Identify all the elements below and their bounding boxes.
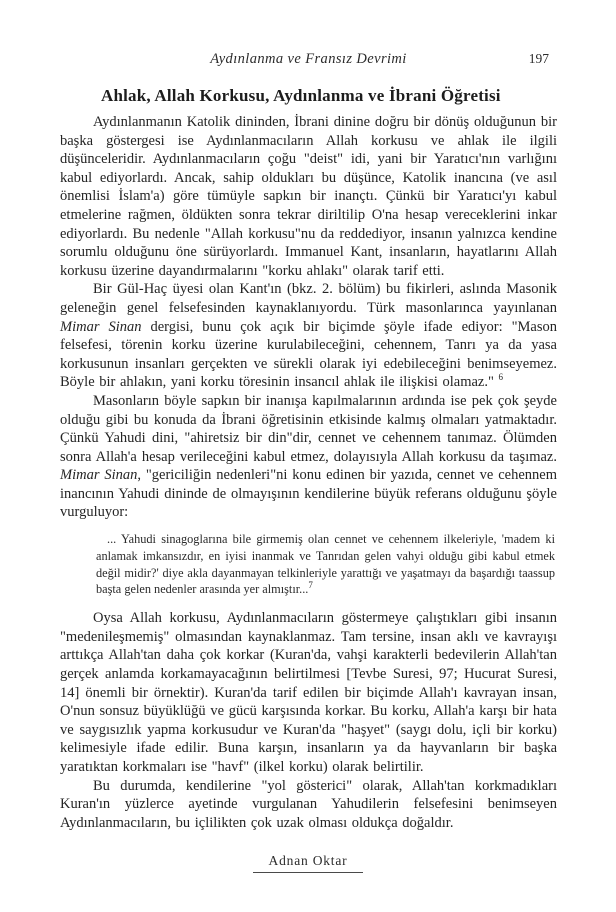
section-title: Ahlak, Allah Korkusu, Aydınlanma ve İbrani Öğretisi — [101, 86, 501, 105]
body-paragraph: Bu durumda, kendilerine "yol gösterici" olarak, Allah'tan korkmadıkları Kuran'ın yüzlerce ayetinde vurgulanan Yahudilerin felsefesini benimseyen Aydınlanmacıların, bu içlilikten çok uzak olması oldukça doğaldır. — [60, 777, 557, 831]
body-paragraph: Masonların böyle sapkın bir inanışa kapılmalarının ardında ise pek çok şeyde olduğu gibi bu konuda da İbrani öğretisinin etkisinde kalmış olmaları yatmaktadır. Çünkü Yahudi dini, "ahiretsiz bir din"dir, cennet ve cehennem tanımaz. Ölümden sonra Allah'a hesap verileceğini kabul etmez, dolayısıyla Allah korkusu da taşımaz. Mimar Sinan, "gericiliğin nedenleri"ni konu edinen bir yazıda, cennet ve cehennem inancının Yahudi dininde de olmayışının kendilerine büyük referans olduğunu şöyle vurguluyor: — [60, 392, 557, 521]
page-content — [60, 86, 557, 832]
body-paragraph: Bir Gül-Haç üyesi olan Kant'ın (bkz. 2. bölüm) bu fikirleri, aslında Masonik geleneğin genel felsefesinden kaynaklanıyordu. Türk masonlarınca yayınlanan Mimar Sinan dergisi, bunu çok açık bir biçimde şöyle ifade ediyor: "Mason felsefesi, törenin korku üzerine kurulabileceğini, cehennem, Tanrı ya da yasa korkusunun insanları gerçekten ve sürekli olarak iyi edebileceğini benimseyemez. Böyle bir ahlakın, yani korku töresinin insancıl ahlak ile ilişkisi olamaz." $^6$ — [60, 281, 558, 391]
running-header — [60, 50, 557, 68]
running-title: Aydınlanma ve Fransız Devrimi — [210, 51, 407, 67]
body-paragraph: Aydınlanmanın Katolik dininden, İbrani dinine doğru bir dönüş olduğunun bir başka göstergesi ise Aydınlanmacıların Allah korkusu ve ahlak ile ilgili düşünceleridir. Aydınlanmacıların çoğu "deist" idi, yani bir Yaratıcı'nın varlığını kabul ediyorlardı. Ancak, sahip oldukları bu düşünce, Katolik inancına (ve asıl önemlisi İslam'a) göre tümüyle sapkın bir inançtı. Çünkü bir Yaratıcı'yı kabul etmelerine rağmen, öldükten sonra tekrar diriltilip O'na hesap vereceklerini inkar ediyorlardı. Bu nedenle "Allah korkusu"nu da reddediyor, insanın yalnızca kendine sorumlu olduğunu öne sürüyorlardı. Immanuel Kant, insanların, hayatlarını Allah korkusu üzerine dayandırmalarını "korku ahlakı" olarak tarif etti. — [60, 114, 557, 279]
body-paragraph: Oysa Allah korkusu, Aydınlanmacıların göstermeye çalıştıkları gibi insanın "medenileşmemiş" olmasından kaynaklanmaz. Tam tersine, insan aklı ve kavrayışı arttıkça Allah'tan daha çok korkar (Kuran'da, vahşi karakterli bedevilerin Allah'tan gerçek anlamda korkamayacağının belirtilmesi [Tevbe Suresi, 97; Hucurat Suresi, 14] önemli bir örnektir). Kuran'da tarif edilen bir biçimde Allah'ı kavrayan insan, O'nun sonsuz büyüklüğü ve gücü karşısında korkar. Bu korku, Allah'a karşı bir hata ve saygısızlık yapma korkusudur ve Kuran'da "haşyet" (saygı dolu, içli bir korku) kelimesiyle ifade edilir. Buna karşın, insanların ya da hayvanların bir başka yaratıktan korkmaları ise "havf" (ilkel korku) olarak belirtilir. — [60, 610, 557, 775]
page-number: 197 — [528, 51, 549, 66]
page-footer — [0, 852, 616, 873]
paragraphs-container — [60, 113, 557, 832]
author-name: Adnan Oktar — [253, 853, 364, 873]
quote-paragraph: ... Yahudi sinagoglarına bile girmemiş olan cennet ve cehennem ilkeleriyle, 'madem ki anlamak imkansızdır, en iyisi inanmak ve Tanrıdan gelen vahyi olduğu gibi kabul etmek değil midir?' diye akla dayanmayan telkinleriyle yarattığı ve yaşatmayı da başardığı taassup başta gelen nedenler arasında yer almıştır...$^7$ — [96, 532, 555, 597]
